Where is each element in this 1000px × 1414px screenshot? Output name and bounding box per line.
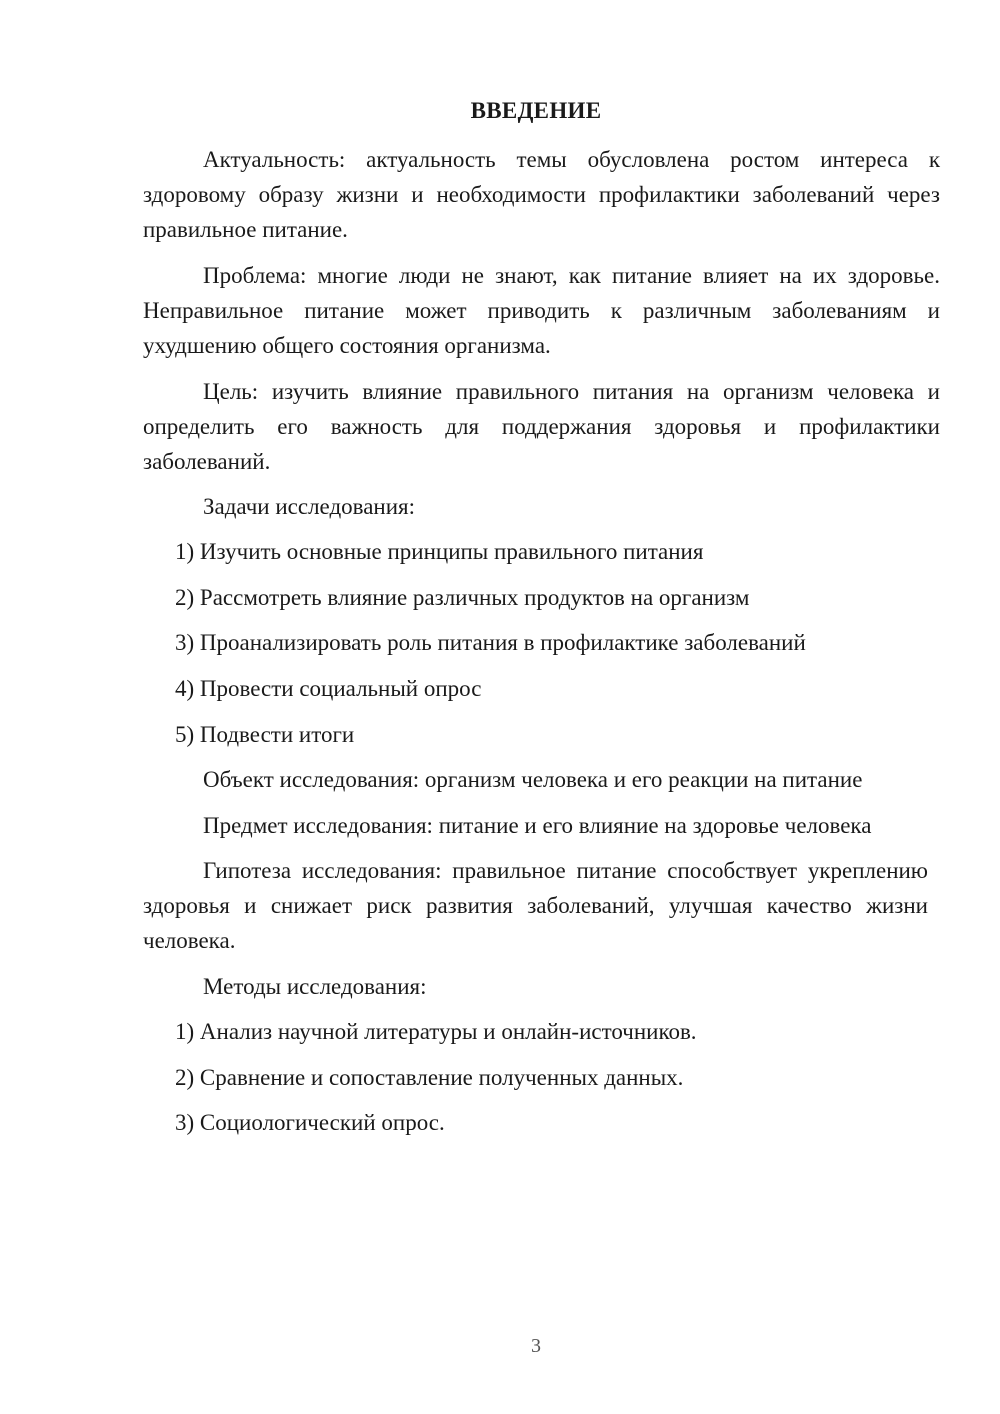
section-title: ВВЕДЕНИЕ xyxy=(470,98,602,123)
page-number: 3 xyxy=(531,1335,541,1357)
task-item: 3) Проанализировать роль питания в профилактике заболеваний xyxy=(175,630,806,655)
tasks-heading: Задачи исследования: xyxy=(203,494,416,519)
paragraph-problem: Проблема: многие люди не знают, как питание влияет на их здоровье. Неправильное питание может приводить к различным заболеваниям и ухудшению общего состояния организма. xyxy=(143,263,940,358)
method-item: 2) Сравнение и сопоставление полученных данных. xyxy=(175,1065,684,1090)
task-item: 2) Рассмотреть влияние различных продуктов на организм xyxy=(175,585,750,610)
research-subject: Предмет исследования: питание и его влияние на здоровье человека xyxy=(203,813,872,838)
task-item: 4) Провести социальный опрос xyxy=(175,676,482,701)
paragraph-hypothesis: Гипотеза исследования: правильное питание способствует укреплению здоровья и снижает риск развития заболеваний, улучшая качество жизни человека. xyxy=(143,858,928,953)
task-item: 5) Подвести итоги xyxy=(175,722,355,747)
paragraph-relevance: Актуальность: актуальность темы обусловлена ростом интереса к здоровому образу жизни и необходимости профилактики заболеваний через правильное питание. xyxy=(143,147,940,242)
task-item: 1) Изучить основные принципы правильного питания xyxy=(175,539,704,564)
research-object: Объект исследования: организм человека и его реакции на питание xyxy=(203,767,863,792)
method-item: 3) Социологический опрос. xyxy=(175,1110,445,1135)
paragraph-goal: Цель: изучить влияние правильного питания на организм человека и определить его важность для поддержания здоровья и профилактики заболеваний. xyxy=(143,379,940,474)
methods-heading: Методы исследования: xyxy=(203,974,427,999)
method-item: 1) Анализ научной литературы и онлайн-источников. xyxy=(175,1019,697,1044)
